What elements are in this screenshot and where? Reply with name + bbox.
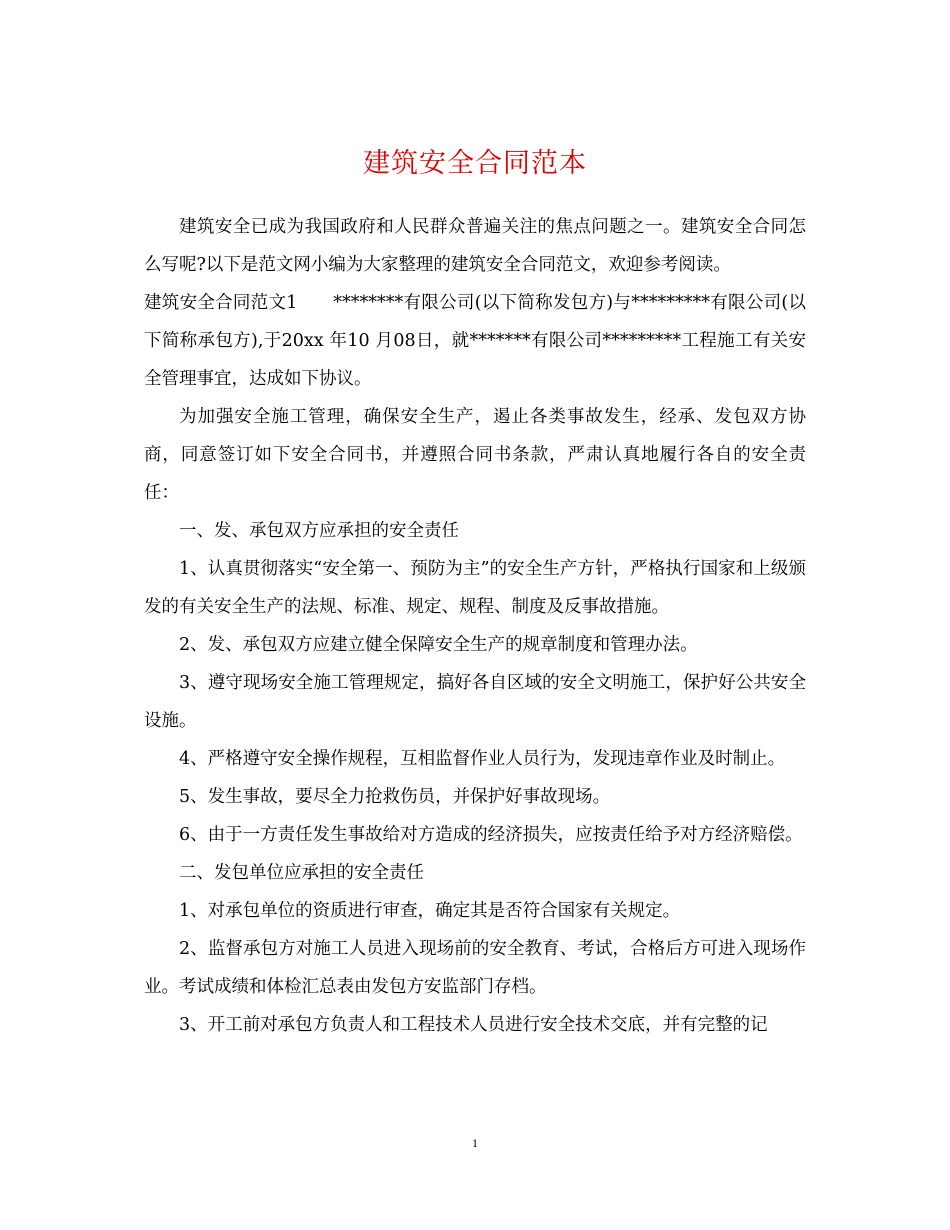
clause-item: 1、认真贯彻落实“安全第一、预防为主”的安全生产方针，严格执行国家和上级颁发的有关安全生产的法规、标准、规定、规程、制度及反事故措施。: [144, 559, 806, 617]
paragraph-purpose: 为加强安全施工管理，确保安全生产，遏止各类事故发生，经承、发包双方协商，同意签订如下安全合同书，并遵照合同书条款，严肃认真地履行各自的安全责任：: [144, 407, 806, 503]
section-heading-mutual-responsibilities: 一、发、承包双方应承担的安全责任: [179, 521, 459, 541]
clause-item: 5、发生事故，要尽全力抢救伤员，并保护好事故现场。: [179, 787, 611, 807]
clause-item: 2、监督承包方对施工人员进入现场前的安全教育、考试，合格后方可进入现场作业。考试成绩和体检汇总表由发包方安监部门存档。: [144, 939, 806, 997]
document-body: [144, 208, 806, 1044]
document-title: 建筑安全合同范本: [363, 148, 587, 179]
clause-item: 3、遵守现场安全施工管理规定，搞好各自区域的安全文明施工，保护好公共安全设施。: [144, 673, 806, 731]
clause-item: 1、对承包单位的资质进行审查，确定其是否符合国家有关规定。: [179, 901, 681, 921]
clause-item: 2、发、承包双方应建立健全保障安全生产的规章制度和管理办法。: [179, 635, 698, 655]
clause-item: 6、由于一方责任发生事故给对方造成的经济损失，应按责任给予对方经济赔偿。: [179, 825, 803, 845]
paragraph-contract-parties: 建筑安全合同范文1 ********有限公司(以下简称发包方)与*********有限公司(以下简称承包方),于20xx 年10 月08日，就*******有限公司*********工程施工有关安全管理事宜，达成如下协议。: [144, 293, 806, 389]
clause-item: 3、开工前对承包方负责人和工程技术人员进行安全技术交底，并有完整的记: [179, 1015, 768, 1035]
section-heading-employer-responsibilities: 二、发包单位应承担的安全责任: [179, 863, 424, 883]
clause-item: 4、严格遵守安全操作规程，互相监督作业人员行为，发现违章作业及时制止。: [179, 749, 786, 769]
page-number: 1: [472, 1136, 478, 1150]
paragraph-intro: 建筑安全已成为我国政府和人民群众普遍关注的焦点问题之一。建筑安全合同怎么写呢?以下是范文网小编为大家整理的建筑安全合同范文，欢迎参考阅读。: [144, 217, 806, 275]
